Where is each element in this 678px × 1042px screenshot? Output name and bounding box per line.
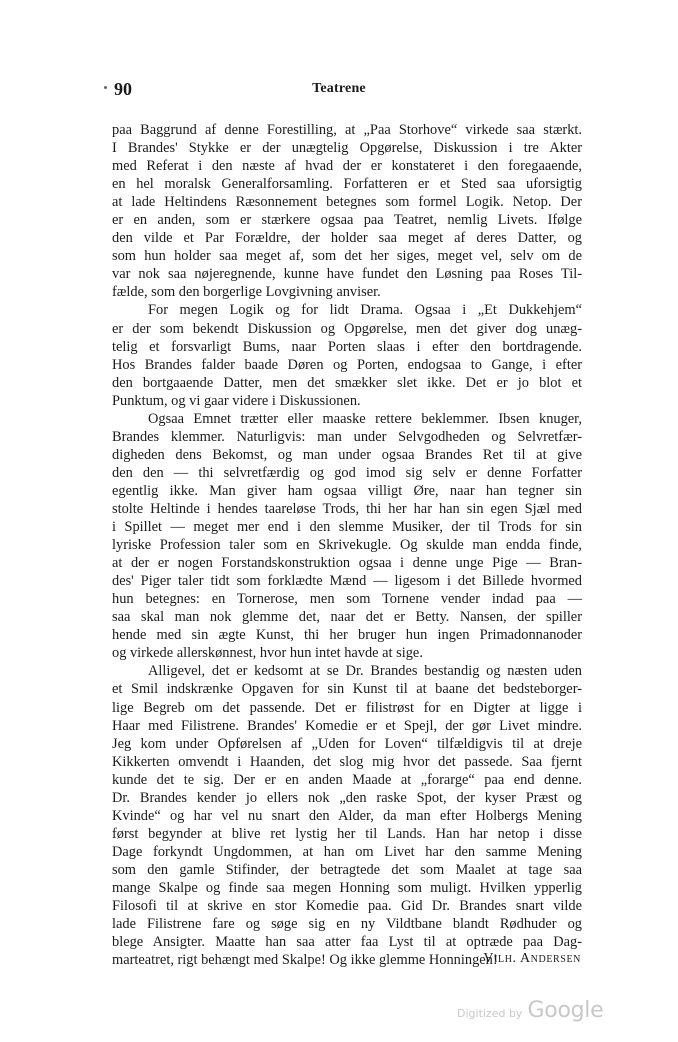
text-line: et Smil indskrænke Opgaven for sin Kunst til at baane det bedsteborger- [112,681,582,698]
text-line: stolte Heltinde i hendes taareløse Trods, thi her har han sin egen Sjæl med [112,500,582,517]
watermark-prefix: Digitized by [457,1007,523,1020]
text-line: For megen Logik og for lidt Drama. Ogsaa i „Et Dukkehjem“ [148,302,582,319]
text-line: Punktum, og vi gaar videre i Diskussionen. [112,392,361,409]
text-line: i Spillet — meget mer end i den slemme Musiker, der til Trods for sin [112,519,582,536]
text-line: Ogsaa Emnet trætter eller maaske rettere beklemmer. Ibsen knuger, [148,410,582,427]
text-line: Haar med Filistrene. Brandes' Komedie er et Spejl, der gør Livet mindre. [112,717,582,734]
text-line: Alligevel, det er kedsomt at se Dr. Brandes bestandig og næsten uden [148,663,582,680]
text-line: paa Baggrund af denne Forestilling, at „Paa Storhove“ virkede saa stærkt. [112,122,582,138]
text-line: som hun holder saa meget af, som det her siges, meget vel, selv om de [112,248,582,265]
text-line: Kikkerten omvendt i Haanden, det slog mig hvor det passede. Saa fjernt [112,753,582,770]
text-line: den den — thi selvretfærdig og god imod sig selv er denne Forfatter [112,464,582,481]
text-line: marteatret, rigt behængt med Skalpe! Og ikke glemme Honningen! [112,952,498,969]
page-number: 90 [114,79,132,99]
body-text [112,121,582,969]
text-line: at lade Heltindens Ræsonnement betegnes som formel Logik. Netop. Der [112,194,582,211]
text-line: blege Ansigter. Maatte han saa atter faa Lyst til at optræde paa Dag- [112,934,582,951]
text-line: egentlig ikke. Man giver ham ogsaa villigt Øre, naar han tegner sin [112,482,582,499]
text-line: som den gamle Stifinder, der betragtede det som Maalet at tage saa [112,861,582,878]
running-title: Teatrene [312,81,366,96]
text-line: hun betegnes: en Tornerose, men som Tornene vender indad paa — [112,591,582,608]
text-line: mange Skalpe og finde saa megen Honning som muligt. Hvilken ypperlig [112,879,582,896]
text-line: lige Begreb om det passende. Det er filistrøst for en Digter at ligge i [112,699,582,716]
text-line: des' Piger taler tidt som forklædte Mænd — ligesom i det Billede hvormed [112,573,582,590]
text-line: en hel moralsk Generalforsamling. Forfatteren er et Sted saa uforsigtig [112,176,582,193]
text-line: fælde, som den borgerlige Lovgivning anviser. [112,284,381,301]
text-line: og virkede allerskønnest, hvor hun intet havde at sige. [112,645,423,662]
author-signature: Vilh. Andersen [483,951,581,966]
text-line: den vilde et Par Forældre, der holder saa meget af deres Datter, og [112,230,582,247]
google-logo: Google [527,998,604,1023]
text-line: er der som bekendt Diskussion og Opgørelse, men det giver dog unæg- [112,320,582,337]
text-line: lade Filistrene fare og søge sig en ny Vildtbane blandt Rødhuder og [112,916,582,933]
text-line: Filosofi til at skrive en stor Komedie paa. Gid Dr. Brandes snart vilde [112,898,582,915]
text-line: telig et forsvarligt Bums, naar Porten slaas i efter den bortdragende. [112,338,582,355]
text-line: digheden dens Bekomst, og man under ogsaa Brandes Ret til at give [112,446,582,463]
text-line: kunde det te sig. Der er en anden Maade at „forarge“ paa end denne. [112,771,582,788]
text-line: I Brandes' Stykke er der unægtelig Opgørelse, Diskussion i tre Akter [112,140,582,157]
text-line: Dage forkyndt Ungdommen, at han om Livet har den samme Mening [112,843,582,860]
text-line: Hos Brandes falder baade Døren og Porten, endogsaa to Gange, i efter [112,356,582,373]
text-line: at der er nogen Forstandskonstruktion ogsaa i denne unge Pige — Bran- [112,555,582,572]
text-line: lyriske Profession taler som en Skrivekugle. Og skulde man endda finde, [112,537,582,554]
text-line: Kvinde“ og har vel nu snart den Alder, da man efter Holbergs Mening [112,807,582,824]
text-line: Dr. Brandes kender jo ellers nok „den raske Spot, der kyser Præst og [112,789,582,806]
text-line: saa skal man nok glemme det, naar det er Betty. Nansen, der spiller [112,609,582,626]
text-line: hende med sin ægte Kunst, thi her bruger hun ingen Primadonnanoder [112,627,582,644]
text-line: var nok saa nøjeregnende, kunne have fundet den Løsning paa Roses Til- [112,266,582,283]
text-line: er en anden, som er stærkere ogsaa paa Teatret, nemlig Livets. Ifølge [112,212,582,229]
text-line: først begynder at blive ret lystig her til Lands. Han har netop i disse [112,825,582,842]
text-line: Brandes klemmer. Naturligvis: man under Selvgodheden og Selvretfær- [112,428,582,445]
text-line: med Referat i den næste af hvad der er konstateret i den foregaaende, [112,158,582,175]
text-line: den bortgaaende Datter, men det smækker slet ikke. Det er jo blot et [112,374,582,391]
text-line: Jeg kom under Opførelsen af „Uden for Loven“ tilfældigvis til at dreje [112,735,582,752]
digitized-watermark [457,998,603,1023]
